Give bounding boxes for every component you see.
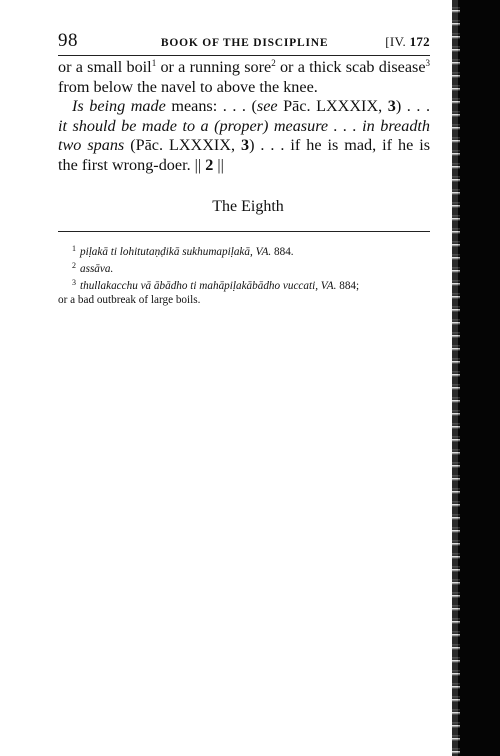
italic-run: see <box>256 97 278 115</box>
italic-run: two spans <box>58 136 125 154</box>
bold-run: 3 <box>241 136 250 154</box>
footnote-marker-2: 2 <box>271 58 276 68</box>
footnotes <box>58 242 430 307</box>
footnote-3 <box>58 276 430 293</box>
section-reference <box>385 34 430 50</box>
body-text <box>58 58 430 175</box>
text-run: 884. <box>271 246 294 258</box>
book-page <box>58 30 430 307</box>
italic-run: assāva. <box>80 263 114 275</box>
book-spine-shadow <box>458 0 500 756</box>
running-title: BOOK OF THE DISCIPLINE <box>160 37 329 49</box>
text-run: ) . . . if he is mad, if he is <box>249 136 430 154</box>
body-line-1 <box>58 58 430 78</box>
italic-run: thullakacchu vā ābādho ti mahāpiḷakābādho vuccati, VA. <box>80 280 337 292</box>
body-line-3 <box>58 97 430 117</box>
text-run: ) . . . <box>395 97 430 115</box>
section-reference-prefix: [IV. <box>385 34 407 49</box>
body-line-2: from below the navel to above the knee. <box>58 77 318 96</box>
italic-run: it should be made to a (proper) measure . . . in breadth <box>58 116 430 135</box>
footnote-number: 3 <box>72 278 76 287</box>
footnote-3-continuation: or a bad outbreak of large boils. <box>58 294 201 306</box>
header-rule <box>58 55 430 56</box>
text-run: or a small boil <box>58 58 152 76</box>
text-run: the first wrong-doer. || <box>58 155 206 174</box>
italic-run: Is being made <box>72 97 166 115</box>
italic-run: piḷakā ti lohitutaṇḍikā sukhumapiḷakā, VA. <box>80 246 272 258</box>
body-line-4 <box>58 117 430 137</box>
text-run: means: . . . ( <box>165 97 257 115</box>
text-run: or a running sore <box>156 58 272 76</box>
footnote-marker-3: 3 <box>425 58 431 68</box>
text-run: 884; <box>336 280 360 292</box>
text-run: || <box>213 155 224 174</box>
footnote-2 <box>58 259 430 276</box>
page-number: 98 <box>58 30 78 51</box>
running-head <box>58 30 430 52</box>
footnote-rule <box>58 231 430 232</box>
spine-edge <box>452 0 460 756</box>
section-heading: The Eighth <box>212 198 284 215</box>
body-line-6 <box>58 156 430 176</box>
bold-run: 2 <box>205 155 214 174</box>
bold-run: 3 <box>387 97 396 115</box>
footnote-number: 2 <box>72 261 76 270</box>
footnote-number: 1 <box>72 244 76 253</box>
text-run: or a thick scab disease <box>275 58 426 76</box>
text-run: (Pāc. LXXXIX, <box>124 136 241 154</box>
footnote-marker-1: 1 <box>151 58 157 68</box>
footnote-1 <box>58 242 430 259</box>
text-run: Pāc. LXXXIX, <box>277 97 388 115</box>
body-line-5 <box>58 136 430 156</box>
section-reference-number: 172 <box>409 34 430 49</box>
